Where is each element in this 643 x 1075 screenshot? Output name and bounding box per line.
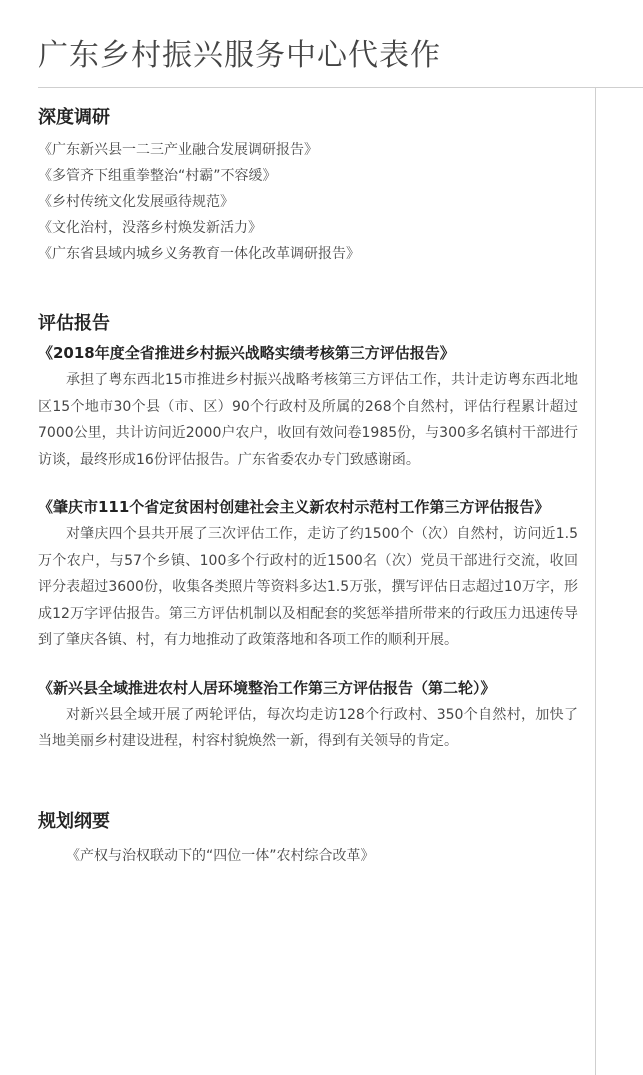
section-title-planning: 规划纲要 [38,810,110,832]
report-description: 对肇庆四个县共开展了三次评估工作，走访了约1500个（次）自然村，访问近1.5万个农户，与57个乡镇、100多个行政村的近1500名（次）党员干部进行交流，收回评分表超过3600份，收集各类照片等资料多达1.5万张，撰写评估日志超过10万字，形成12万字评估报告。第三方评估机制以及相配套的奖惩举措所带来的行政压力迅速传导到了肇庆各镇、村，有力地推动了政策落地和各项工作的顺利开展。 [38,526,578,648]
title-divider [38,87,643,88]
list-item: 《乡村传统文化发展亟待规范》 [38,194,234,210]
report-item [38,674,578,755]
report-title: 《肇庆市111个省定贫困村创建社会主义新农村示范村工作第三方评估报告》 [38,498,550,516]
list-item: 《产权与治权联动下的“四位一体”农村综合改革》 [66,847,375,864]
section-evaluation [38,309,578,755]
section-depth-research [38,103,578,267]
report-title: 《新兴县全域推进农村人居环境整治工作第三方评估报告（第二轮）》 [38,678,496,697]
section-title-depth-research: 深度调研 [38,107,110,128]
list-item: 《文化治村，没落乡村焕发新活力》 [38,220,262,236]
report-item [38,493,578,654]
section-planning [38,807,578,869]
depth-research-list [38,137,578,267]
list-item: 《广东新兴县一二三产业融合发展调研报告》 [38,142,318,158]
list-item: 《广东省县域内城乡义务教育一体化改革调研报告》 [38,246,360,262]
report-title: 《2018年度全省推进乡村振兴战略实绩考核第三方评估报告》 [38,344,455,362]
page-title: 广东乡村振兴服务中心代表作 [38,38,441,73]
section-title-evaluation: 评估报告 [38,313,110,334]
main-content [38,100,578,869]
report-description: 对新兴县全域开展了两轮评估，每次均走访128个行政村、350个自然村，加快了当地美丽乡村建设进程，村容村貌焕然一新，得到有关领导的肯定。 [38,706,578,749]
list-item: 《多管齐下组重拳整治“村霸”不容缓》 [38,168,277,184]
report-description: 承担了粤东西北15市推进乡村振兴战略考核第三方评估工作，共计走访粤东西北地区15个地市30个县（市、区）90个行政村及所属的268个自然村，评估行程累计超过7000公里，共计访问近2000户农户，收回有效问卷1985份，与300多名镇村干部进行访谈，最终形成16份评估报告。广东省委农办专门致感谢函。 [38,372,578,468]
report-item [38,339,578,473]
sidebar-divider [595,87,596,1075]
